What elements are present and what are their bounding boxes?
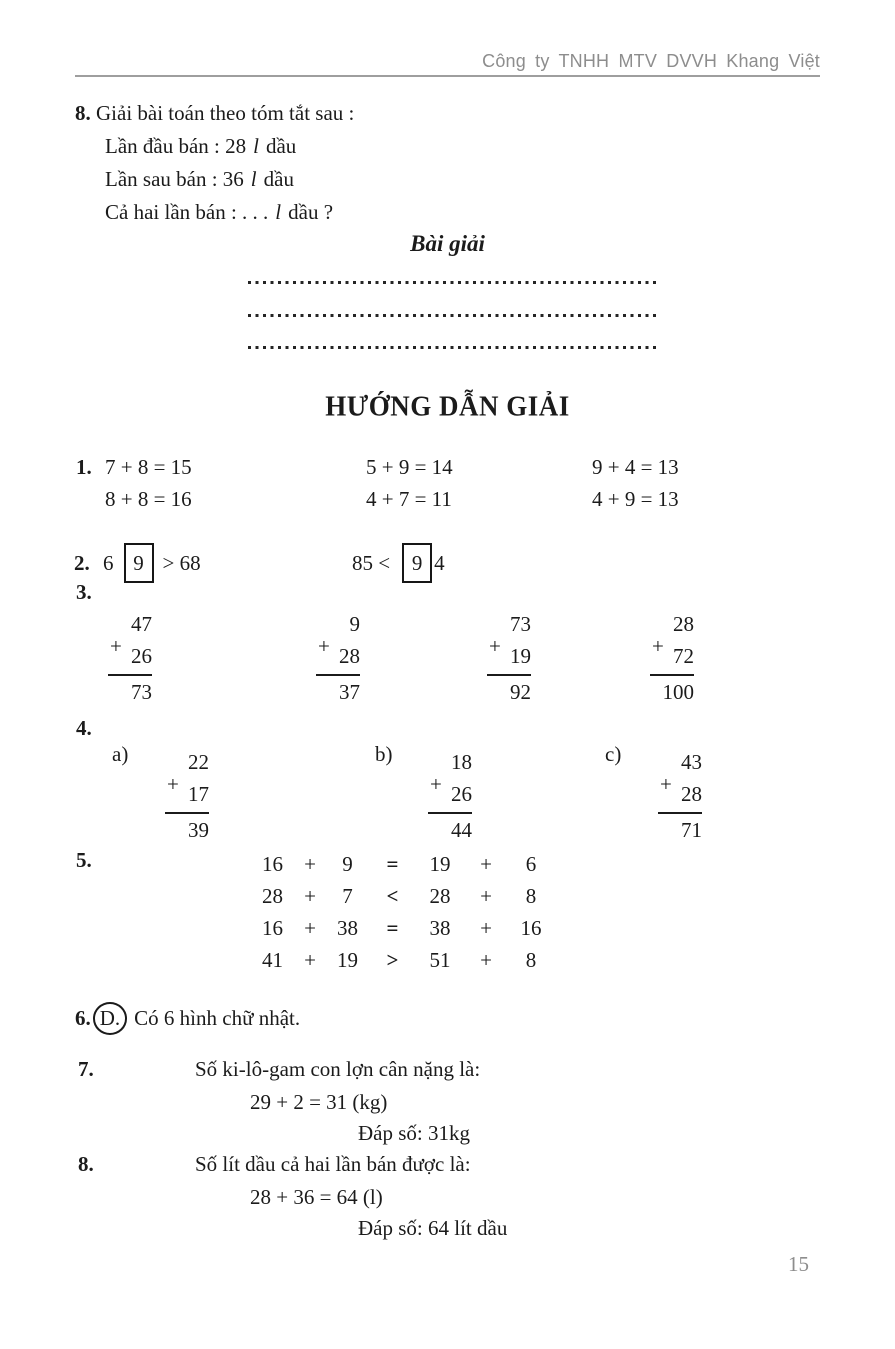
liter-symbol: l xyxy=(275,200,282,224)
sum-row: 73 xyxy=(108,674,152,708)
p5-comparison-table: 16 + 9 = 19 + 6 28 + 7 < 28 + 8 16 + 38 = 38 + 16 41 + 19 > 51 + 8 xyxy=(250,848,555,976)
summary-line: Lần đầu bán : 28 l dầu xyxy=(105,134,297,158)
plus-sign: + xyxy=(489,634,501,658)
section-heading: HƯỚNG DẪN GIẢI xyxy=(325,390,570,422)
vertical-addition: c) + 43 28 71 xyxy=(605,746,704,846)
p7-equation: 29 + 2 = 31 (kg) xyxy=(250,1090,388,1114)
vertical-addition: b) + 18 26 44 xyxy=(375,746,474,846)
p1-number: 1. xyxy=(76,455,92,479)
p6-answer xyxy=(75,998,300,1038)
p7-answer: Đáp số: 31kg xyxy=(358,1121,470,1145)
p8-statement: Số lít dầu cả hai lần bán được là: xyxy=(195,1152,471,1176)
liter-symbol: l xyxy=(250,167,257,191)
header-rule xyxy=(75,75,820,77)
plus-sign: + xyxy=(318,634,330,658)
answer-box: 9 xyxy=(402,543,432,583)
comparison-operator: = xyxy=(386,852,399,876)
p2-number: 2. xyxy=(74,551,90,575)
exercise-8-prompt: 8. Giải bài toán theo tóm tắt sau : xyxy=(75,101,355,125)
item-label: c) xyxy=(605,742,622,766)
plus-sign: + xyxy=(304,948,316,972)
p6-number: 6. xyxy=(75,1005,91,1030)
p6-text: Có 6 hình chữ nhật. xyxy=(134,1005,301,1030)
summary-line: Lần sau bán : 36 l dầu xyxy=(105,167,294,191)
p1-equation: 8 + 8 = 16 xyxy=(105,487,192,511)
p3-number: 3. xyxy=(76,580,92,604)
p1-equation: 5 + 9 = 14 xyxy=(366,455,453,479)
p1-equation: 7 + 8 = 15 xyxy=(105,455,192,479)
p1-equation: 4 + 7 = 11 xyxy=(366,487,452,511)
exercise-8-summary xyxy=(75,97,354,229)
p2-item: 6 9 > 68 xyxy=(103,540,201,586)
dotted-answer-line xyxy=(248,314,660,317)
vertical-addition: + 9 28 37 xyxy=(302,608,362,708)
dotted-answer-line xyxy=(248,346,660,349)
dotted-answer-line xyxy=(248,281,660,284)
item-label: a) xyxy=(112,742,129,766)
plus-sign: + xyxy=(167,772,179,796)
answer-box: 9 xyxy=(124,543,154,583)
plus-sign: + xyxy=(480,884,492,908)
plus-sign: + xyxy=(304,852,316,876)
vertical-addition: + 28 72 100 xyxy=(636,608,696,708)
plus-sign: + xyxy=(304,916,316,940)
plus-sign: + xyxy=(110,634,122,658)
comparison-operator: > xyxy=(386,948,399,972)
sum-row: 37 xyxy=(316,674,360,708)
sum-row: 71 xyxy=(658,812,702,846)
p1-equation: 4 + 9 = 13 xyxy=(592,487,679,511)
exercise-8-number: 8. xyxy=(75,101,91,125)
vertical-addition: + 73 19 92 xyxy=(473,608,533,708)
plus-sign: + xyxy=(430,772,442,796)
solution-title: Bài giải xyxy=(410,231,485,256)
p8-equation: 28 + 36 = 64 (l) xyxy=(250,1185,383,1209)
sum-row: 39 xyxy=(165,812,209,846)
page-number: 15 xyxy=(788,1252,809,1276)
p7-number: 7. xyxy=(78,1057,94,1081)
p5-number: 5. xyxy=(76,848,92,872)
liter-symbol: l xyxy=(253,134,259,158)
item-label: b) xyxy=(375,742,393,766)
p7-statement: Số ki-lô-gam con lợn cân nặng là: xyxy=(195,1057,481,1081)
plus-sign: + xyxy=(304,884,316,908)
vertical-addition: + 47 26 73 xyxy=(94,608,154,708)
plus-sign: + xyxy=(480,948,492,972)
vertical-addition: a) + 22 17 39 xyxy=(112,746,211,846)
p4-number: 4. xyxy=(76,716,92,740)
plus-sign: + xyxy=(660,772,672,796)
sum-row: 92 xyxy=(487,674,531,708)
comparison-operator: < xyxy=(386,884,399,908)
p8-number: 8. xyxy=(78,1152,94,1176)
plus-sign: + xyxy=(652,634,664,658)
p2-item: 85 < 9 4 xyxy=(352,540,445,586)
header-company: Công ty TNHH MTV DVVH Khang Việt xyxy=(482,51,820,71)
summary-line: Cả hai lần bán : . . . l dầu ? xyxy=(105,200,334,224)
circled-choice: D. xyxy=(93,1002,127,1035)
comparison-operator: = xyxy=(386,916,399,940)
plus-sign: + xyxy=(480,852,492,876)
p1-equation: 9 + 4 = 13 xyxy=(592,455,679,479)
p8-answer: Đáp số: 64 lít dầu xyxy=(358,1216,508,1240)
plus-sign: + xyxy=(480,916,492,940)
sum-row: 44 xyxy=(428,812,472,846)
sum-row: 100 xyxy=(650,674,694,708)
